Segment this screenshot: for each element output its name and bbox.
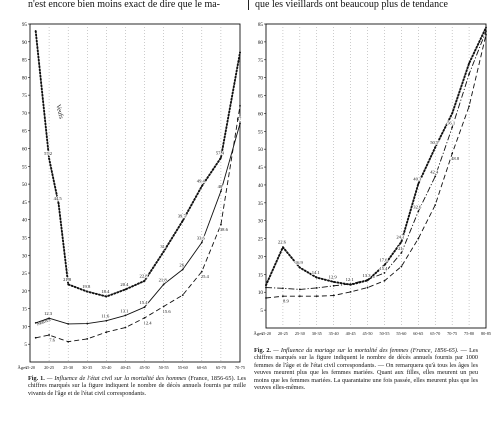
fig2-x-tick-label: 35-40 [328,331,339,336]
fig2-data-point-2 [417,238,419,240]
fig1-data-label-1: 11.6 [101,313,110,319]
page-text-left: n'est encore bien moins exact de dire que le ma- [28,0,221,10]
fig1-x-tick-label: 30-35 [82,365,93,370]
fig2-data-point-2 [299,295,301,297]
fig1-x-tick-label: 65-70 [215,365,226,370]
fig2-data-point-2 [485,34,487,36]
fig2-data-point-2 [316,295,318,297]
fig2-x-tick-label: 50-55 [379,331,390,336]
fig1-y-tick-label: 20 [21,288,27,295]
fig1-x-tick-label: 45-50 [139,365,150,370]
fig1-y-tick-label: 55 [21,164,27,171]
fig2-data-point-1 [299,288,301,290]
fig1-data-label-0: 44.5 [53,196,62,202]
fig2-data-point-0 [299,267,301,269]
page-text-right: que les vieillards ont beaucoup plus de tendance [255,0,448,10]
figure-1-caption-body: (France, 1856-65). Les chiffres marqués sur la figure indiquent le nombre de décès annuels fournis par mille vivants de l'âge et de l'état civil correspondants. [28,375,247,397]
fig2-y-tick-label: 80 [257,39,263,46]
fig2-data-point-0 [400,241,402,243]
fig1-y-tick-label: 95 [21,22,27,28]
fig1-data-label-0: 49.4 [196,178,205,184]
fig1-data-label-1: 13.1 [120,308,129,314]
fig1-data-label-2: 25.4 [200,274,209,280]
fig1-y-tick-label: 65 [21,128,27,135]
fig2-data-label-1: 42.4 [430,169,439,175]
fig2-data-point-0 [265,284,267,286]
fig2-data-point-2 [350,291,352,293]
fig1-data-label-1: 67 [236,116,242,122]
fig2-x-tick-label: 80-85 [480,331,492,336]
fig1-data-label-1: 33.6 [196,235,205,241]
fig2-x-tick-label: 15-20 [260,331,272,336]
fig2-data-point-2 [333,295,335,297]
fig2-data-point-2 [468,105,470,107]
fig2-data-point-1 [400,252,402,254]
fig2-data-point-1 [367,279,369,281]
fig1-y-tick-label: 50 [21,182,27,189]
fig2-y-tick-label: 45 [257,165,263,172]
fig2-data-label-0: 40.3 [413,176,422,182]
fig1-y-tick-label: 90 [21,39,27,46]
fig2-data-label-1: 21 [398,245,403,251]
fig1-y-tick-label: 80 [21,75,27,82]
fig2-data-label-0: 50.5 [430,139,439,145]
fig2-data-point-2 [451,153,453,155]
fig1-series-name-veufs: Veufs [54,103,65,120]
fig2-data-label-0: 24.1 [396,234,405,240]
fig2-y-tick-label: 25 [257,236,263,243]
fig1-data-label-0: 20.4 [120,281,129,287]
fig1-data-label-2: 38.6 [219,227,228,233]
fig2-data-point-2 [367,287,369,289]
fig1-data-label-1: 21.8 [158,277,167,283]
fig2-data-label-0: 22.6 [277,239,286,245]
fig2-data-point-1 [468,73,470,75]
fig2-data-point-2 [434,204,436,206]
fig1-data-label-2: 12.4 [143,320,152,326]
fig1-series-name-maries: Mariés [35,316,52,328]
fig2-x-tick-label: 45-50 [362,331,373,336]
fig1-x-axis-label: Âges [17,365,27,370]
fig2-data-point-1 [282,287,284,289]
fig2-data-point-1 [316,287,318,289]
fig1-data-label-0: 19.8 [82,284,91,290]
fig1-y-tick-label: 25 [21,271,27,278]
fig2-x-tick-label: 65-70 [430,331,441,336]
fig2-y-tick-label: 75 [257,57,263,64]
figure-2-caption-label: Fig. 2. [254,347,271,354]
fig1-data-label-1: 12.3 [44,311,53,317]
fig1-data-label-2: 15.6 [162,308,171,314]
fig2-y-tick-label: 35 [257,200,263,207]
fig2-plot-frame [266,24,486,328]
fig1-y-tick-label: 70 [21,110,27,117]
fig2-series-line-2 [266,35,486,298]
fig1-x-tick-label: 50-55 [158,365,169,370]
fig2-y-tick-label: 15 [257,272,263,279]
fig2-data-label-2: 8.9 [283,298,289,304]
figure-2-caption-body: — Les chiffres marqués sur la figure indiquent le nombre de décès annuels fournis par 1000 femmes de l'âge et de l'état civil correspondants. — On remarquera qu'à tous les âges les veuves meurent plus que les femmes mariées. Quant aux filles, elles meurent un peu moins que les femmes mariées. La quarantaine une fois passée, elles meurent plus que les veuves elles-mêmes. [254,347,478,392]
fig2-data-point-1 [384,272,386,274]
fig2-data-label-0: 12.1 [345,277,354,283]
fig1-x-tick-label: 70-75 [234,365,246,370]
fig1-y-tick-label: 30 [21,253,27,260]
fig2-y-tick-label: 50 [257,147,263,154]
fig2-x-tick-label: 75-80 [464,331,475,336]
fig2-data-point-1 [265,287,267,289]
fig2-y-tick-label: 10 [257,290,263,297]
fig1-x-tick-label: 40-45 [120,365,131,370]
fig2-data-point-1 [417,211,419,213]
fig2-y-tick-label: 60 [257,111,263,118]
fig1-data-label-1: 15.4 [139,300,148,306]
fig2-y-tick-label: 5 [260,308,263,315]
fig1-data-label-1: 48 [217,184,223,190]
fig2-data-point-2 [400,266,402,268]
fig2-data-point-0 [333,281,335,283]
fig2-data-label-0: 16.9 [294,260,303,266]
fig2-y-tick-label: 55 [257,129,263,136]
fig2-x-tick-label: 55-60 [396,331,407,336]
fig1-data-label-0: 57.4 [215,150,224,156]
fig1-data-label-0: 22.8 [139,273,148,279]
fig1-y-tick-label: 5 [24,342,27,349]
fig1-x-tick-label: 60-65 [196,365,207,370]
fig2-y-tick-label: 30 [257,218,263,225]
fig2-y-tick-label: 65 [257,93,263,100]
figure-2-caption-title: — Influence du mariage sur la mortalité des femmes (France, 1856-65). [273,347,459,354]
fig1-y-tick-label: 75 [21,93,27,100]
fig1-y-tick-label: 35 [21,235,27,242]
fig2-x-axis-label: Âges [253,331,263,336]
fig2-data-point-1 [434,175,436,177]
fig2-data-label-0: 17.6 [379,257,388,263]
fig2-y-tick-label: 85 [257,22,263,28]
fig1-data-label-0: 21.8 [63,276,72,282]
fig2-data-label-1: 32.6 [413,204,422,210]
fig1-y-tick-label: 60 [21,146,27,153]
fig1-data-label-1: 26 [179,262,185,268]
fig2-data-label-0: 14.1 [311,270,320,276]
figure-1-caption [28,375,246,397]
fig2-y-tick-label: 20 [257,254,263,261]
fig2-data-point-1 [451,126,453,128]
figure-2-caption [254,347,478,391]
fig2-x-tick-label: 60-65 [413,331,424,336]
fig1-x-tick-label: 55-60 [177,365,188,370]
fig2-data-label-1: 56.1 [447,120,456,126]
fig1-data-label-0: 57.2 [44,150,53,156]
fig1-y-tick-label: 45 [21,199,27,206]
fig2-data-label-2: 48.8 [451,155,460,161]
fig2-data-point-0 [417,183,419,185]
fig2-data-point-0 [485,27,487,29]
fig1-x-tick-label: 35-40 [101,365,112,370]
fig1-data-label-0: 31 [160,244,165,250]
fig2-data-point-2 [384,280,386,282]
fig2-data-point-0 [434,146,436,148]
fig1-y-tick-label: 40 [21,217,27,224]
fig2-data-point-2 [282,295,284,297]
fig2-data-label-1: 15.4 [379,265,388,271]
fig2-x-tick-label: 40-45 [345,331,356,336]
fig2-y-tick-label: 40 [257,182,263,189]
fig2-data-point-2 [265,297,267,299]
fig1-x-tick-label: 15-20 [24,365,36,370]
fig1-y-tick-label: 85 [21,57,27,64]
fig2-data-label-0: 12.9 [328,274,337,280]
fig1-data-label-2: 7.6 [49,337,55,343]
fig2-x-tick-label: 25-30 [294,331,305,336]
fig1-x-tick-label: 20-25 [44,365,55,370]
fig2-data-point-0 [282,246,284,248]
fig2-data-point-0 [316,277,318,279]
fig1-y-tick-label: 15 [21,306,27,313]
fig2-data-label-0: 13.3 [362,272,371,278]
figure-1-caption-title: — Influence de l'état civil sur la mortalité des hommes [46,375,187,382]
fig2-data-point-1 [485,30,487,32]
fig2-x-tick-label: 30-35 [311,331,322,336]
fig2-data-point-0 [468,62,470,64]
figure-1-caption-label: Fig. 1. [28,375,45,382]
fig1-x-tick-label: 25-30 [63,365,74,370]
fig2-x-tick-label: 70-75 [447,331,458,336]
fig1-data-label-0: 18.4 [101,289,110,295]
fig2-data-point-1 [350,283,352,285]
fig2-data-point-1 [333,285,335,287]
fig1-data-label-0: 39.7 [177,213,186,219]
fig1-y-tick-label: 10 [21,324,27,331]
fig2-x-tick-label: 20-25 [277,331,288,336]
fig2-y-tick-label: 70 [257,75,263,82]
fig2-data-point-0 [451,113,453,115]
